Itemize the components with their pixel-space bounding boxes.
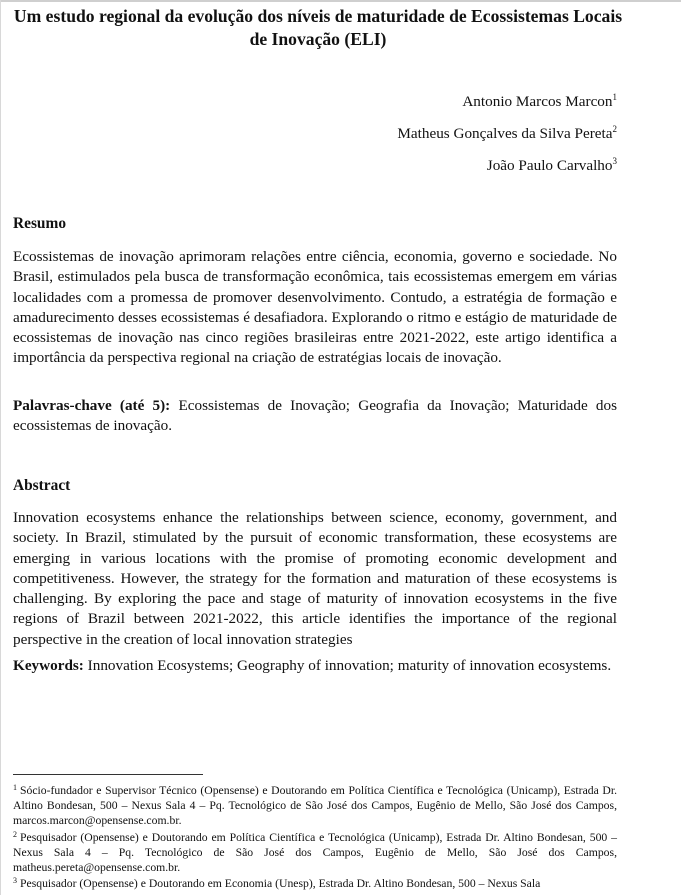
abstract-keywords-text: Innovation Ecosystems; Geography of innovation; maturity of innovation ecosystems. — [87, 657, 612, 674]
footnote-mark: 3 — [13, 876, 17, 886]
author-footnote-mark[interactable]: 2 — [612, 124, 617, 134]
abstract-keywords — [13, 656, 617, 676]
author-line — [397, 156, 617, 188]
author-footnote-mark[interactable]: 1 — [612, 92, 617, 102]
footnote-mark: 2 — [13, 829, 17, 839]
resumo-heading: Resumo — [13, 215, 67, 232]
footnote-mark: 1 — [13, 783, 17, 792]
author-name: Matheus Gonçalves da Silva Pereta — [397, 125, 613, 142]
author-list — [397, 92, 617, 188]
author-name: João Paulo Carvalho — [486, 157, 613, 174]
author-line — [397, 92, 617, 124]
resumo-keywords-text: Ecossistemas de Inovação; Geografia da Inovação; Maturidade dos ecossistemas de inovação. — [13, 397, 618, 435]
footnote-text: Pesquisador (Opensense) e Doutorando em Política Científica e Tecnológica (Unicamp), Estrada Dr. Altino Bondesan, 500 – Nexus Sala 4 – Pq. Tecnológico de São José dos Campos, Eugênio de Mello, São José dos Campos, matheus.pereta@opensense.com.br. — [13, 830, 617, 875]
page-left-edge — [0, 0, 1, 895]
footnote — [13, 876, 617, 891]
resumo-body: Ecossistemas de inovação aprimoram relações entre ciência, economia, governo e sociedade. No Brasil, estimulados pela busca de transformação econômica, tais ecossistemas emergem em várias localidades com a promessa de promover desenvolvimento. Contudo, a estratégia de formação e amadurecimento desses ecossistemas é desafiadora. Explorando o ritmo e estágio de maturidade de ecossistemas de inovação nas cinco regiões brasileiras entre 2021-2022, este artigo identifica a importância da perspectiva regional na criação de estratégias locais de inovação. — [13, 248, 617, 367]
abstract-keywords-label: Keywords: — [13, 657, 84, 674]
footnote — [13, 783, 617, 829]
abstract-heading: Abstract — [13, 477, 71, 494]
footnote — [13, 830, 617, 876]
footnote-text: Pesquisador (Opensense) e Doutorando em Economia (Unesp), Estrada Dr. Altino Bondesan, 500 – Nexus Sala — [20, 877, 541, 891]
resumo-keywords — [13, 396, 617, 437]
footnote-text: Sócio-fundador e Supervisor Técnico (Opensense) e Doutorando em Política Científica e Tecnológica (Unicamp), Estrada Dr. Altino Bondesan, 500 – Nexus Sala 4 – Pq. Tecnológico de São José dos Campos, Eugênio de Mello, São José dos Campos, marcos.marcon@opensense.com.br. — [13, 784, 617, 828]
paper-title: Um estudo regional da evolução dos níveis de maturidade de Ecossistemas Locais de Inovação (ELI) — [13, 6, 623, 49]
author-name: Antonio Marcos Marcon — [462, 93, 613, 110]
footnotes — [13, 783, 617, 892]
abstract-body: Innovation ecosystems enhance the relationships between science, economy, government, and society. In Brazil, stimulated by the pursuit of economic transformation, these ecosystems are emerging in various locations with the promise of promoting economic development and competitiveness. However, the strategy for the formation and maturation of these ecosystems is challenging. By exploring the pace and stage of maturity of innovation ecosystems in the five regions of Brazil between 2021-2022, this article identifies the importance of the regional perspective in the creation of local innovation strategies — [13, 509, 617, 648]
author-footnote-mark[interactable]: 3 — [612, 156, 617, 166]
author-line — [397, 124, 617, 156]
page-top-edge — [0, 0, 681, 2]
footnote-separator — [13, 774, 203, 775]
resumo-keywords-label: Palavras-chave (até 5): — [13, 397, 171, 414]
